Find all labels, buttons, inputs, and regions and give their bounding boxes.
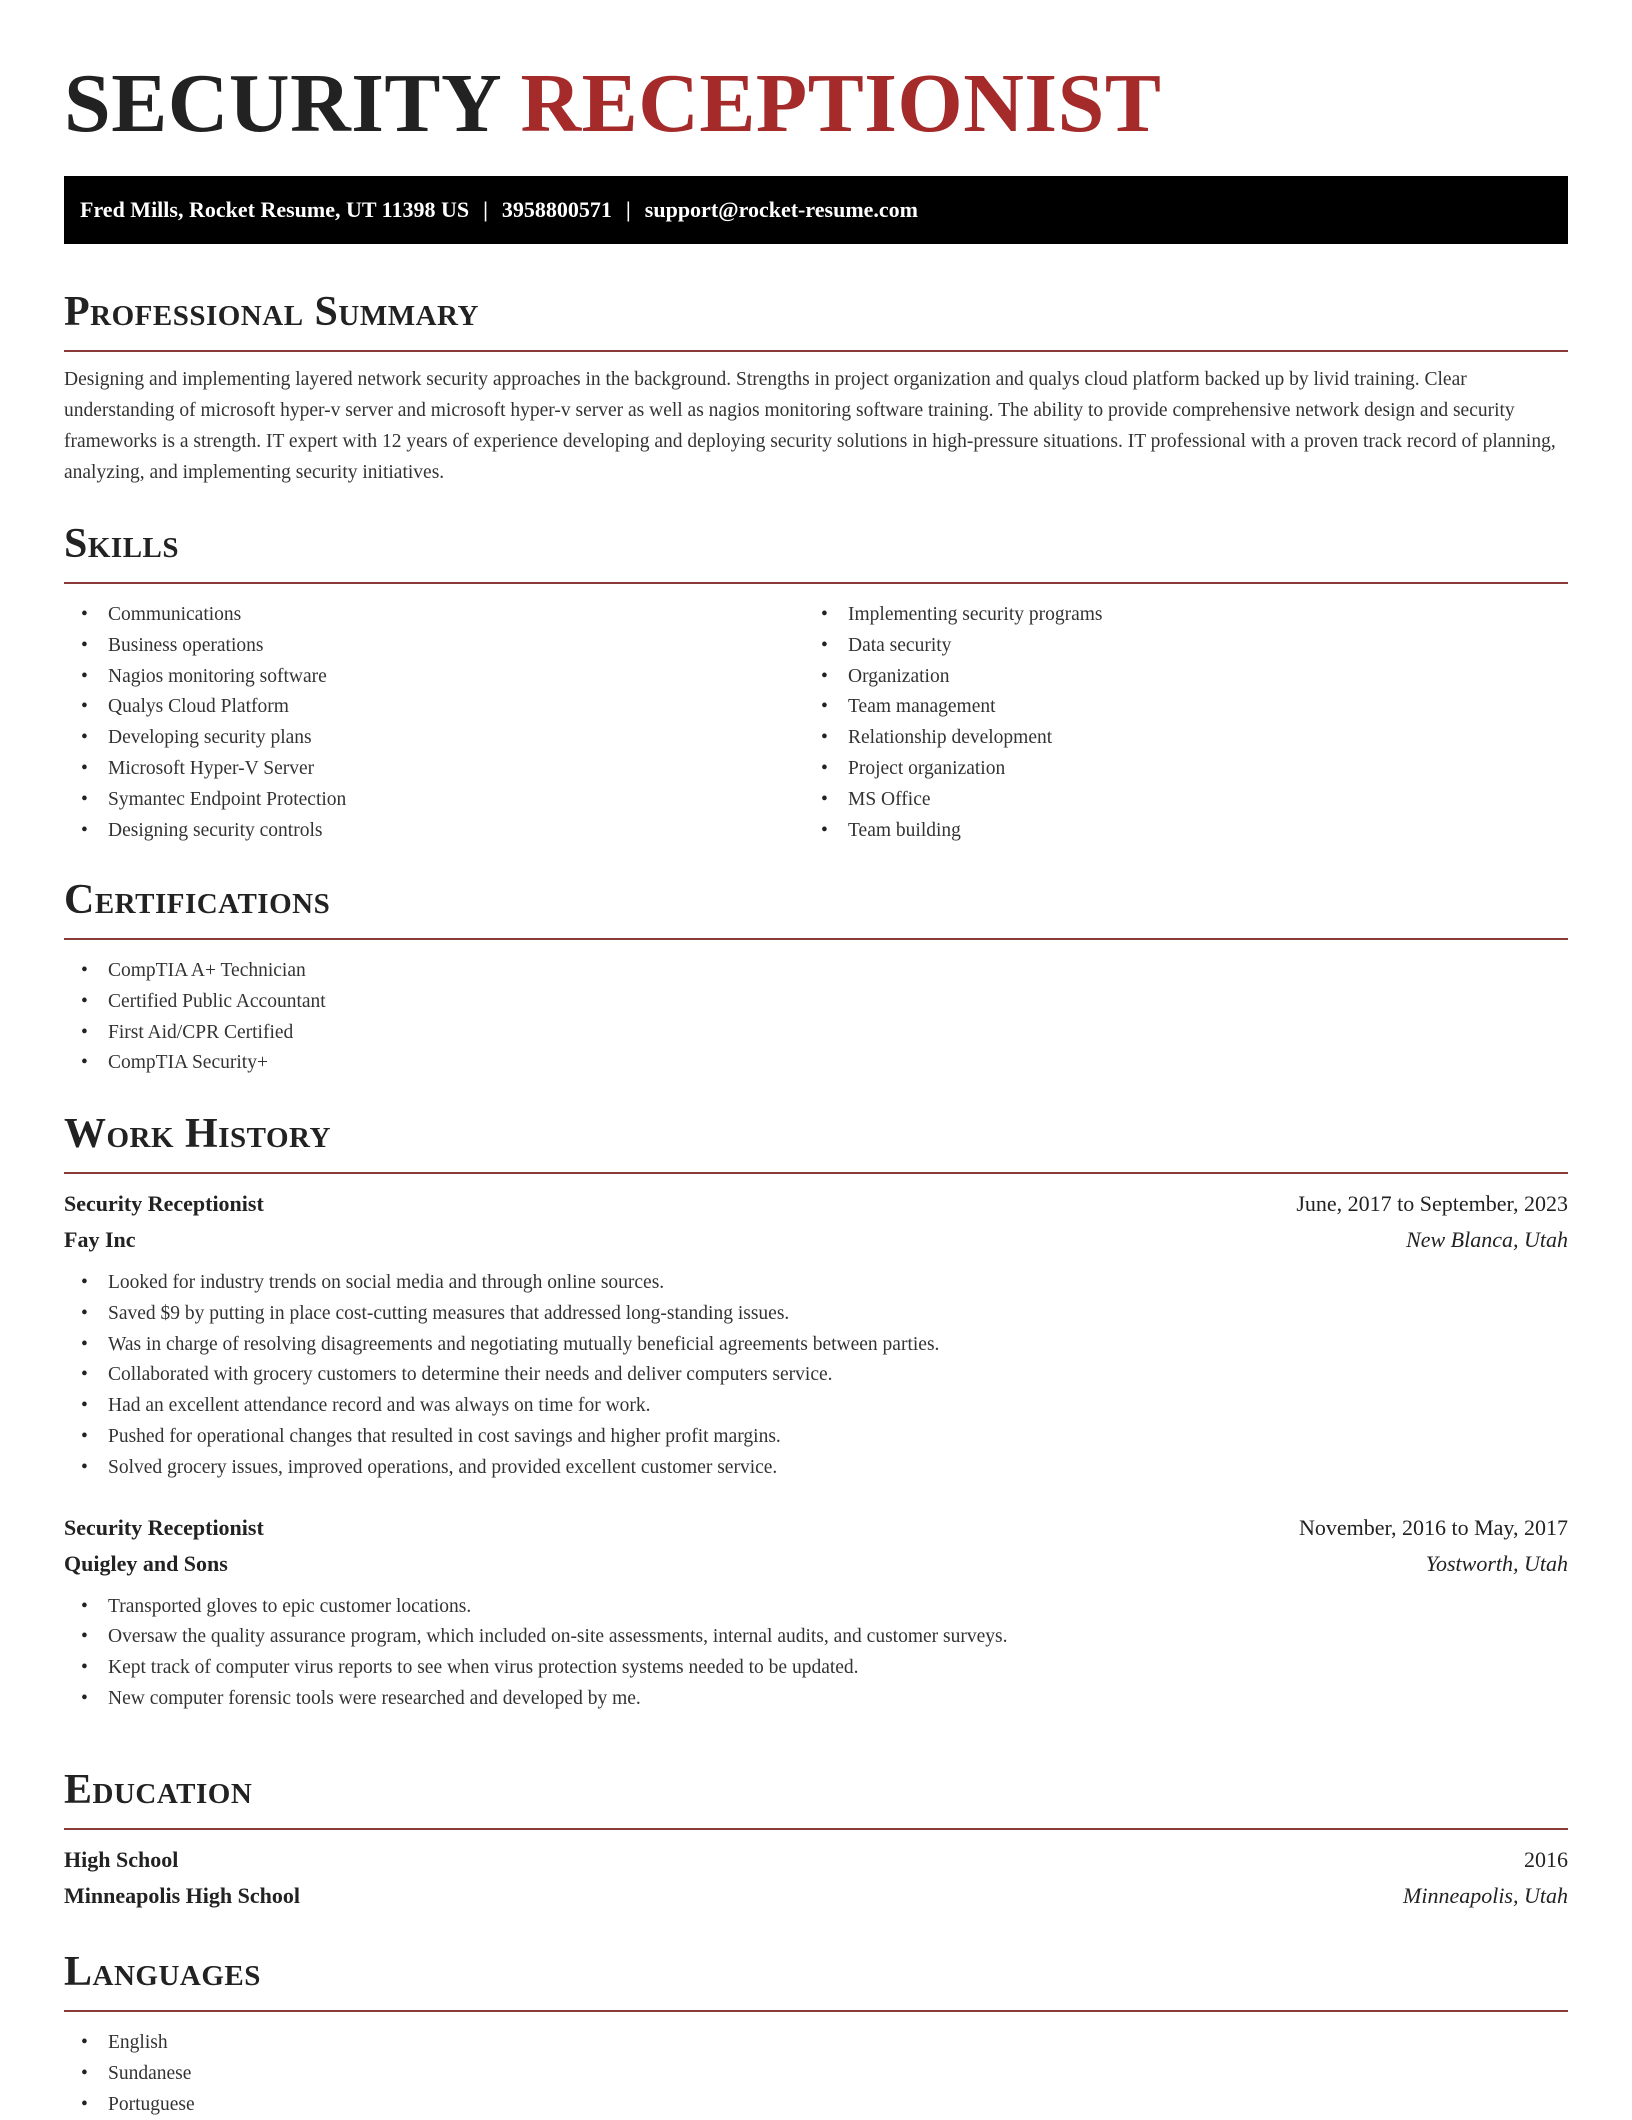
education-year: 2016: [1524, 1847, 1568, 1872]
skills-list-left: [64, 600, 804, 846]
job-location: New Blanca, Utah: [1406, 1227, 1568, 1252]
section-heading: Skills: [64, 521, 180, 567]
job-company-row: [64, 1222, 1568, 1258]
skill-item: • Team management: [804, 692, 1544, 723]
certifications-list: [64, 956, 1568, 1079]
skill-item: • Developing security plans: [64, 723, 804, 754]
section-heading: Professional Summary: [64, 289, 479, 335]
certification-item: • Certified Public Accountant: [64, 987, 1568, 1018]
certifications-section: [64, 874, 1568, 1079]
job-title-row: [64, 1510, 1568, 1546]
skill-item: • Data security: [804, 631, 1544, 662]
section-heading: Work History: [64, 1111, 331, 1157]
job-duties-list: [64, 1268, 1568, 1484]
certification-item: • CompTIA Security+: [64, 1048, 1568, 1079]
skill-item: • Business operations: [64, 631, 804, 662]
skill-item: • Implementing security programs: [804, 600, 1544, 631]
title-first-word: SECURITY: [64, 57, 499, 150]
section-divider: [64, 938, 1568, 940]
job-duty-item: • Pushed for operational changes that resulted in cost savings and higher profit margins.: [64, 1422, 1568, 1453]
job-duty-item: • Kept track of computer virus reports to see when virus protection systems needed to be updated.: [64, 1653, 1568, 1684]
education-school-row: [64, 1878, 1568, 1914]
section-divider: [64, 1172, 1568, 1174]
certification-item: • First Aid/CPR Certified: [64, 1018, 1568, 1049]
skill-item: • Project organization: [804, 754, 1544, 785]
contact-phone: 3958800571: [501, 197, 612, 222]
job-duty-item: • Saved $9 by putting in place cost-cutting measures that addressed long-standing issues.: [64, 1299, 1568, 1330]
section-divider: [64, 2010, 1568, 2012]
contact-separator: |: [483, 197, 488, 222]
job-duty-item: • Was in charge of resolving disagreements and negotiating mutually beneficial agreements between parties.: [64, 1330, 1568, 1361]
education-location: Minneapolis, Utah: [1403, 1883, 1568, 1908]
job-location: Yostworth, Utah: [1425, 1550, 1568, 1576]
skill-item: • Symantec Endpoint Protection: [64, 785, 804, 816]
title-second-word: RECEPTIONIST: [520, 57, 1162, 150]
skill-item: • Microsoft Hyper-V Server: [64, 754, 804, 785]
job-duty-item: • Oversaw the quality assurance program, which included on-site assessments, internal audits, and customer surveys.: [64, 1622, 1568, 1653]
job-duty-item: • Collaborated with grocery customers to determine their needs and deliver computers service.: [64, 1360, 1568, 1391]
job-dates: November, 2016 to May, 2017: [1299, 1514, 1568, 1540]
education-entry: [64, 1842, 1568, 1914]
language-item: • Sundanese: [64, 2059, 1568, 2090]
section-heading: Certifications: [64, 877, 331, 923]
work-history-section: [64, 1108, 1568, 1715]
section-divider: [64, 1828, 1568, 1830]
languages-list: [64, 2028, 1568, 2120]
certification-item: • CompTIA A+ Technician: [64, 956, 1568, 987]
skill-item: • Communications: [64, 600, 804, 631]
language-item: • Portuguese: [64, 2090, 1568, 2120]
job-duty-item: • Had an excellent attendance record and was always on time for work.: [64, 1391, 1568, 1422]
skill-item: • Designing security controls: [64, 816, 804, 847]
section-divider: [64, 350, 1568, 352]
job-company-row: [64, 1546, 1568, 1582]
summary-text: Designing and implementing layered network security approaches in the background. Strengths in project organization and qualys cloud platform backed up by livid training. Clear understanding of microsoft hyper-v server and microsoft hyper-v server as well as nagios monitoring software training. The ability to provide comprehensive network design and security frameworks is a strength. IT expert with 12 years of experience developing and deploying security solutions in high-pressure situations. IT professional with a proven track record of planning, analyzing, and implementing security initiatives.: [64, 369, 1556, 483]
languages-section: [64, 1946, 1568, 2120]
job-entry: [64, 1186, 1568, 1484]
job-title: Security Receptionist: [64, 1191, 264, 1216]
job-title: Security Receptionist: [64, 1514, 264, 1540]
section-heading: Languages: [64, 1949, 261, 1995]
contact-separator: |: [625, 197, 631, 222]
job-company: Fay Inc: [64, 1227, 136, 1252]
language-item: • English: [64, 2028, 1568, 2059]
skills-section: [64, 518, 1568, 846]
skill-item: • Nagios monitoring software: [64, 662, 804, 693]
job-entry: [64, 1510, 1568, 1715]
skill-item: • MS Office: [804, 785, 1544, 816]
skills-list-right: [804, 600, 1544, 846]
job-duty-item: • Solved grocery issues, improved operations, and provided excellent customer service.: [64, 1453, 1568, 1484]
contact-email: support@rocket-resume.com: [644, 197, 918, 222]
job-duty-item: • New computer forensic tools were researched and developed by me.: [64, 1684, 1568, 1715]
job-duty-item: • Transported gloves to epic customer locations.: [64, 1592, 1568, 1623]
job-company: Quigley and Sons: [64, 1550, 228, 1576]
job-duty-item: • Looked for industry trends on social media and through online sources.: [64, 1268, 1568, 1299]
skill-item: • Team building: [804, 816, 1544, 847]
job-dates: June, 2017 to September, 2023: [1296, 1191, 1568, 1216]
job-duties-list: [64, 1592, 1568, 1715]
contact-address: Fred Mills, Rocket Resume, UT 11398 US: [80, 197, 470, 222]
resume-title: [64, 52, 1161, 156]
summary-section: [64, 286, 1568, 488]
skill-item: • Qualys Cloud Platform: [64, 692, 804, 723]
skills-columns: [64, 600, 1568, 846]
section-heading: Education: [64, 1767, 253, 1813]
education-section: [64, 1764, 1568, 1914]
education-degree-row: [64, 1842, 1568, 1878]
skill-item: • Relationship development: [804, 723, 1544, 754]
skill-item: • Organization: [804, 662, 1544, 693]
education-school: Minneapolis High School: [64, 1883, 300, 1908]
section-divider: [64, 582, 1568, 584]
education-degree: High School: [64, 1847, 179, 1872]
contact-bar: [64, 176, 1568, 244]
job-title-row: [64, 1186, 1568, 1222]
